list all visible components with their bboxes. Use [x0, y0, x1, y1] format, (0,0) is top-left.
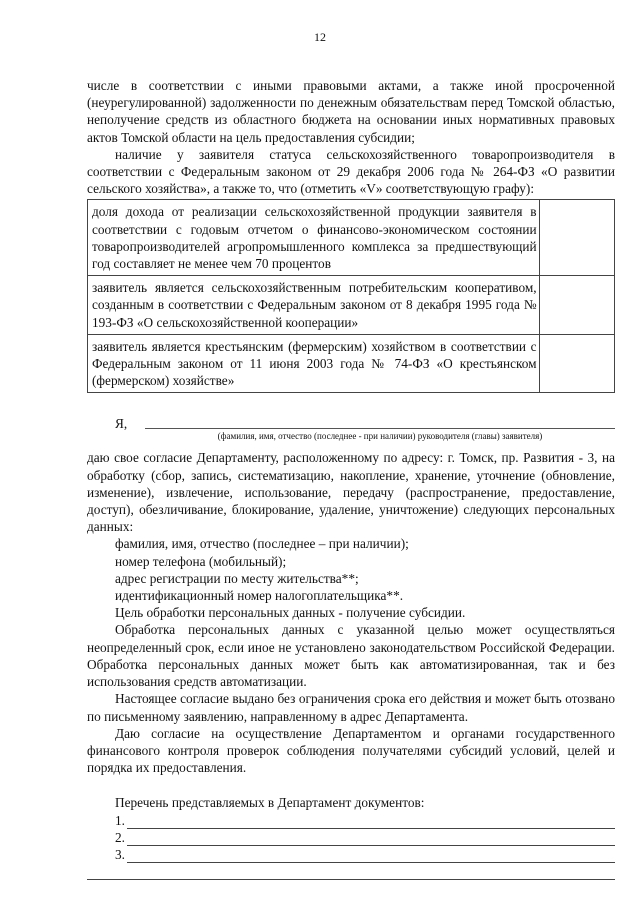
data-item: фамилия, имя, отчество (последнее – при наличии); — [115, 536, 409, 552]
data-item: идентификационный номер налогоплательщика**. — [115, 588, 404, 604]
validity-paragraph: Настоящее согласие выдано без ограничения срока его действия и может быть отозвано по письменному заявлению, направленному в адрес Департамента. — [87, 691, 615, 724]
document-line — [87, 812, 615, 829]
processing-paragraph: Обработка персональных данных с указанной целью может осуществляться неопределенный срок, если иное не установлено законодательством Российской Федерации. Обработка персональных данных может быть как автоматизированная, так и без использования средств автоматизации. — [87, 622, 615, 690]
status-options-table — [87, 199, 615, 393]
option-row — [88, 200, 615, 276]
documents-list — [87, 794, 615, 880]
option-text: заявитель является крестьянским (фермерским) хозяйством в соответствии с Федеральным законом от 11 июня 2003 года № 74-ФЗ «О крестьянском (фермерском) хозяйстве» — [88, 334, 540, 393]
document-input-line[interactable] — [127, 850, 615, 863]
document-input-line[interactable] — [127, 833, 615, 846]
document-line — [87, 829, 615, 846]
purpose-line: Цель обработки персональных данных - получение субсидии. — [115, 605, 466, 621]
fio-input-line[interactable] — [145, 428, 615, 429]
status-paragraph: наличие у заявителя статуса сельскохозяйственного товаропроизводителя в соответствии с Федеральным законом от 29 декабря 2006 года № 264-ФЗ «О развитии сельского хозяйства», а также то, что (отметить «V» соответствующую графу): — [87, 146, 615, 197]
option-checkbox-cell[interactable] — [539, 334, 614, 393]
data-item: адрес регистрации по месту жительства**; — [115, 570, 359, 586]
control-paragraph: Даю согласие на осуществление Департаментом и органами государственного финансового контроля проверок соблюдения получателями субсидий условий, целей и порядка их предоставления. — [87, 725, 615, 776]
document-number: 2. — [115, 829, 125, 845]
documents-heading: Перечень представляемых в Департамент документов: — [115, 795, 425, 811]
page-number: 12 — [314, 30, 326, 44]
intro-paragraph: числе в соответствии с иными правовыми актами, а также иной просроченной (неурегулированной) задолженности по денежным обязательствам перед Томской областью, неполучение средств из областного бюджета на основании иных нормативных правовых актов Томской области на цель предоставления субсидии; — [87, 78, 615, 145]
option-checkbox-cell[interactable] — [539, 200, 614, 276]
option-row — [88, 276, 615, 335]
fio-caption: (фамилия, имя, отчество (последнее - при наличии) руководителя (главы) заявителя) — [217, 431, 543, 442]
document-number: 1. — [115, 812, 125, 828]
consent-text: даю свое согласие Департаменту, расположенному по адресу: г. Томск, пр. Развития - 3, на обработку (сбор, запись, систематизацию, накопление, хранение, уточнение (обновление, изменение), извлечение, использование, передачу (распространение, предоставление, доступ), обезличивание, блокирование, удаление, уничтожение) следующих персональных данных: — [87, 450, 615, 535]
consent-ya: Я, — [115, 416, 128, 432]
document-number: 3. — [115, 846, 125, 862]
document-line — [87, 846, 615, 863]
option-text: заявитель является сельскохозяйственным потребительским кооперативом, созданным в соответствии с Федеральным законом от 8 декабря 1995 года № 193-ФЗ «О сельскохозяйственной кооперации» — [88, 276, 540, 335]
document-extra-line[interactable] — [87, 867, 615, 880]
option-text: доля дохода от реализации сельскохозяйственной продукции заявителя в соответствии с годовым отчетом о финансово-экономическом состоянии товаропроизводителей агропромышленного комплекса за предшествующий год составляет не менее чем 70 процентов — [88, 200, 540, 276]
consent-name-block — [87, 415, 615, 449]
document-body — [87, 77, 615, 880]
document-input-line[interactable] — [127, 816, 615, 829]
option-row — [88, 334, 615, 393]
data-item: номер телефона (мобильный); — [115, 553, 287, 569]
option-checkbox-cell[interactable] — [539, 276, 614, 335]
